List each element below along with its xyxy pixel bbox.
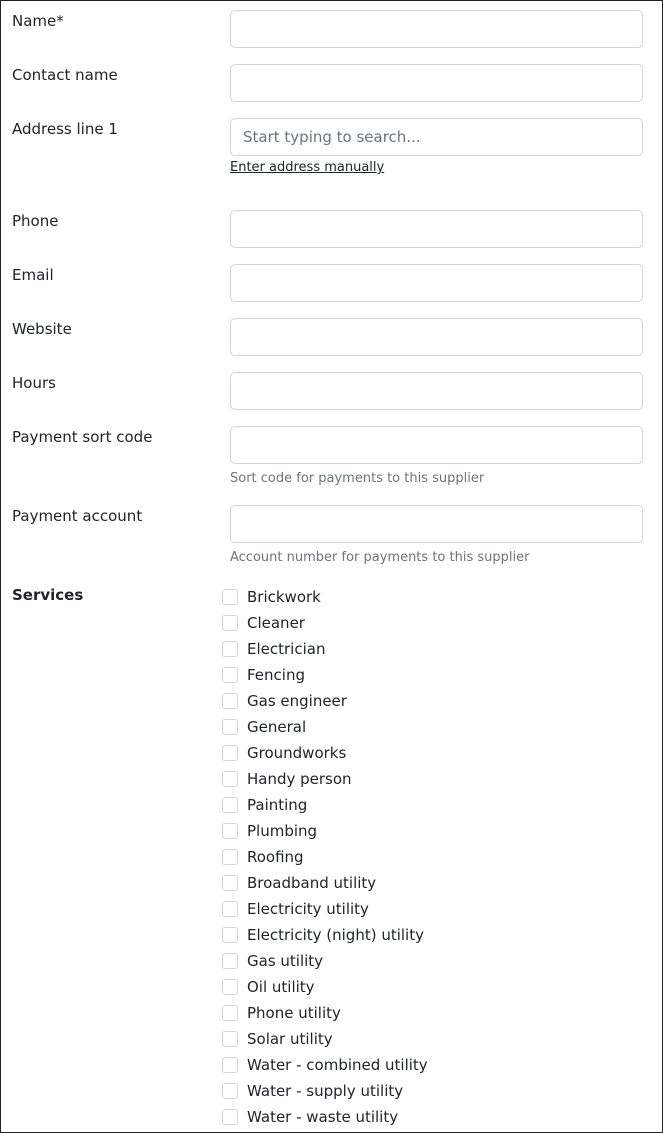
phone-input[interactable] <box>230 210 643 248</box>
service-checkbox[interactable] <box>222 979 238 995</box>
service-checkbox[interactable] <box>222 719 238 735</box>
website-label: Website <box>12 320 72 338</box>
service-checkbox-label[interactable]: General <box>247 718 307 736</box>
address-line-1-label: Address line 1 <box>12 120 118 138</box>
service-checkbox[interactable] <box>222 1109 238 1125</box>
service-checkbox-label[interactable]: Gas engineer <box>247 692 347 710</box>
services-checkbox-list <box>222 584 428 1130</box>
service-checkbox[interactable] <box>222 589 238 605</box>
name-label: Name* <box>12 12 64 30</box>
name-input[interactable] <box>230 10 643 48</box>
service-checkbox-row[interactable] <box>222 610 428 636</box>
service-checkbox-row[interactable] <box>222 662 428 688</box>
service-checkbox[interactable] <box>222 1031 238 1047</box>
service-checkbox-row[interactable] <box>222 974 428 1000</box>
service-checkbox-label[interactable]: Cleaner <box>247 614 305 632</box>
service-checkbox-row[interactable] <box>222 1052 428 1078</box>
service-checkbox-label[interactable]: Electricity (night) utility <box>247 926 424 944</box>
service-checkbox-label[interactable]: Oil utility <box>247 978 315 996</box>
service-checkbox-row[interactable] <box>222 870 428 896</box>
service-checkbox-label[interactable]: Water - waste utility <box>247 1108 399 1126</box>
service-checkbox-row[interactable] <box>222 1026 428 1052</box>
service-checkbox[interactable] <box>222 901 238 917</box>
contact-name-input[interactable] <box>230 64 643 102</box>
service-checkbox-row[interactable] <box>222 714 428 740</box>
service-checkbox[interactable] <box>222 1083 238 1099</box>
service-checkbox-row[interactable] <box>222 1104 428 1130</box>
enter-address-manually-link[interactable]: Enter address manually <box>230 160 385 175</box>
payment-account-label: Payment account <box>12 507 143 525</box>
hours-input[interactable] <box>230 372 643 410</box>
service-checkbox[interactable] <box>222 693 238 709</box>
service-checkbox-label[interactable]: Solar utility <box>247 1030 333 1048</box>
website-input[interactable] <box>230 318 643 356</box>
service-checkbox-label[interactable]: Plumbing <box>247 822 318 840</box>
phone-label: Phone <box>12 212 59 230</box>
service-checkbox[interactable] <box>222 875 238 891</box>
service-checkbox-label[interactable]: Handy person <box>247 770 352 788</box>
service-checkbox-label[interactable]: Fencing <box>247 666 305 684</box>
service-checkbox-row[interactable] <box>222 844 428 870</box>
contact-name-label: Contact name <box>12 66 118 84</box>
service-checkbox[interactable] <box>222 745 238 761</box>
address-search-input[interactable] <box>230 118 643 156</box>
service-checkbox[interactable] <box>222 1005 238 1021</box>
payment-account-help: Account number for payments to this supplier <box>230 550 530 565</box>
service-checkbox-label[interactable]: Water - supply utility <box>247 1082 404 1100</box>
service-checkbox-row[interactable] <box>222 948 428 974</box>
service-checkbox-row[interactable] <box>222 1000 428 1026</box>
service-checkbox[interactable] <box>222 667 238 683</box>
payment-sort-code-help: Sort code for payments to this supplier <box>230 471 485 486</box>
payment-sort-code-input[interactable] <box>230 426 643 464</box>
email-input[interactable] <box>230 264 643 302</box>
service-checkbox-label[interactable]: Phone utility <box>247 1004 341 1022</box>
service-checkbox-label[interactable]: Groundworks <box>247 744 347 762</box>
service-checkbox-label[interactable]: Broadband utility <box>247 874 377 892</box>
service-checkbox-row[interactable] <box>222 688 428 714</box>
service-checkbox[interactable] <box>222 849 238 865</box>
service-checkbox-label[interactable]: Painting <box>247 796 308 814</box>
service-checkbox[interactable] <box>222 771 238 787</box>
service-checkbox[interactable] <box>222 927 238 943</box>
service-checkbox-label[interactable]: Electricity utility <box>247 900 369 918</box>
email-label: Email <box>12 266 54 284</box>
service-checkbox[interactable] <box>222 641 238 657</box>
service-checkbox-label[interactable]: Roofing <box>247 848 304 866</box>
service-checkbox-label[interactable]: Brickwork <box>247 588 321 606</box>
service-checkbox-row[interactable] <box>222 1078 428 1104</box>
service-checkbox[interactable] <box>222 1057 238 1073</box>
service-checkbox-label[interactable]: Water - combined utility <box>247 1056 428 1074</box>
service-checkbox-label[interactable]: Gas utility <box>247 952 324 970</box>
service-checkbox-label[interactable]: Electrician <box>247 640 326 658</box>
service-checkbox-row[interactable] <box>222 922 428 948</box>
service-checkbox[interactable] <box>222 953 238 969</box>
service-checkbox-row[interactable] <box>222 584 428 610</box>
service-checkbox-row[interactable] <box>222 740 428 766</box>
service-checkbox-row[interactable] <box>222 792 428 818</box>
hours-label: Hours <box>12 374 56 392</box>
payment-account-input[interactable] <box>230 505 643 543</box>
service-checkbox-row[interactable] <box>222 818 428 844</box>
payment-sort-code-label: Payment sort code <box>12 428 153 446</box>
services-label: Services <box>12 586 84 604</box>
service-checkbox[interactable] <box>222 797 238 813</box>
service-checkbox-row[interactable] <box>222 766 428 792</box>
service-checkbox-row[interactable] <box>222 636 428 662</box>
service-checkbox-row[interactable] <box>222 896 428 922</box>
service-checkbox[interactable] <box>222 615 238 631</box>
service-checkbox[interactable] <box>222 823 238 839</box>
